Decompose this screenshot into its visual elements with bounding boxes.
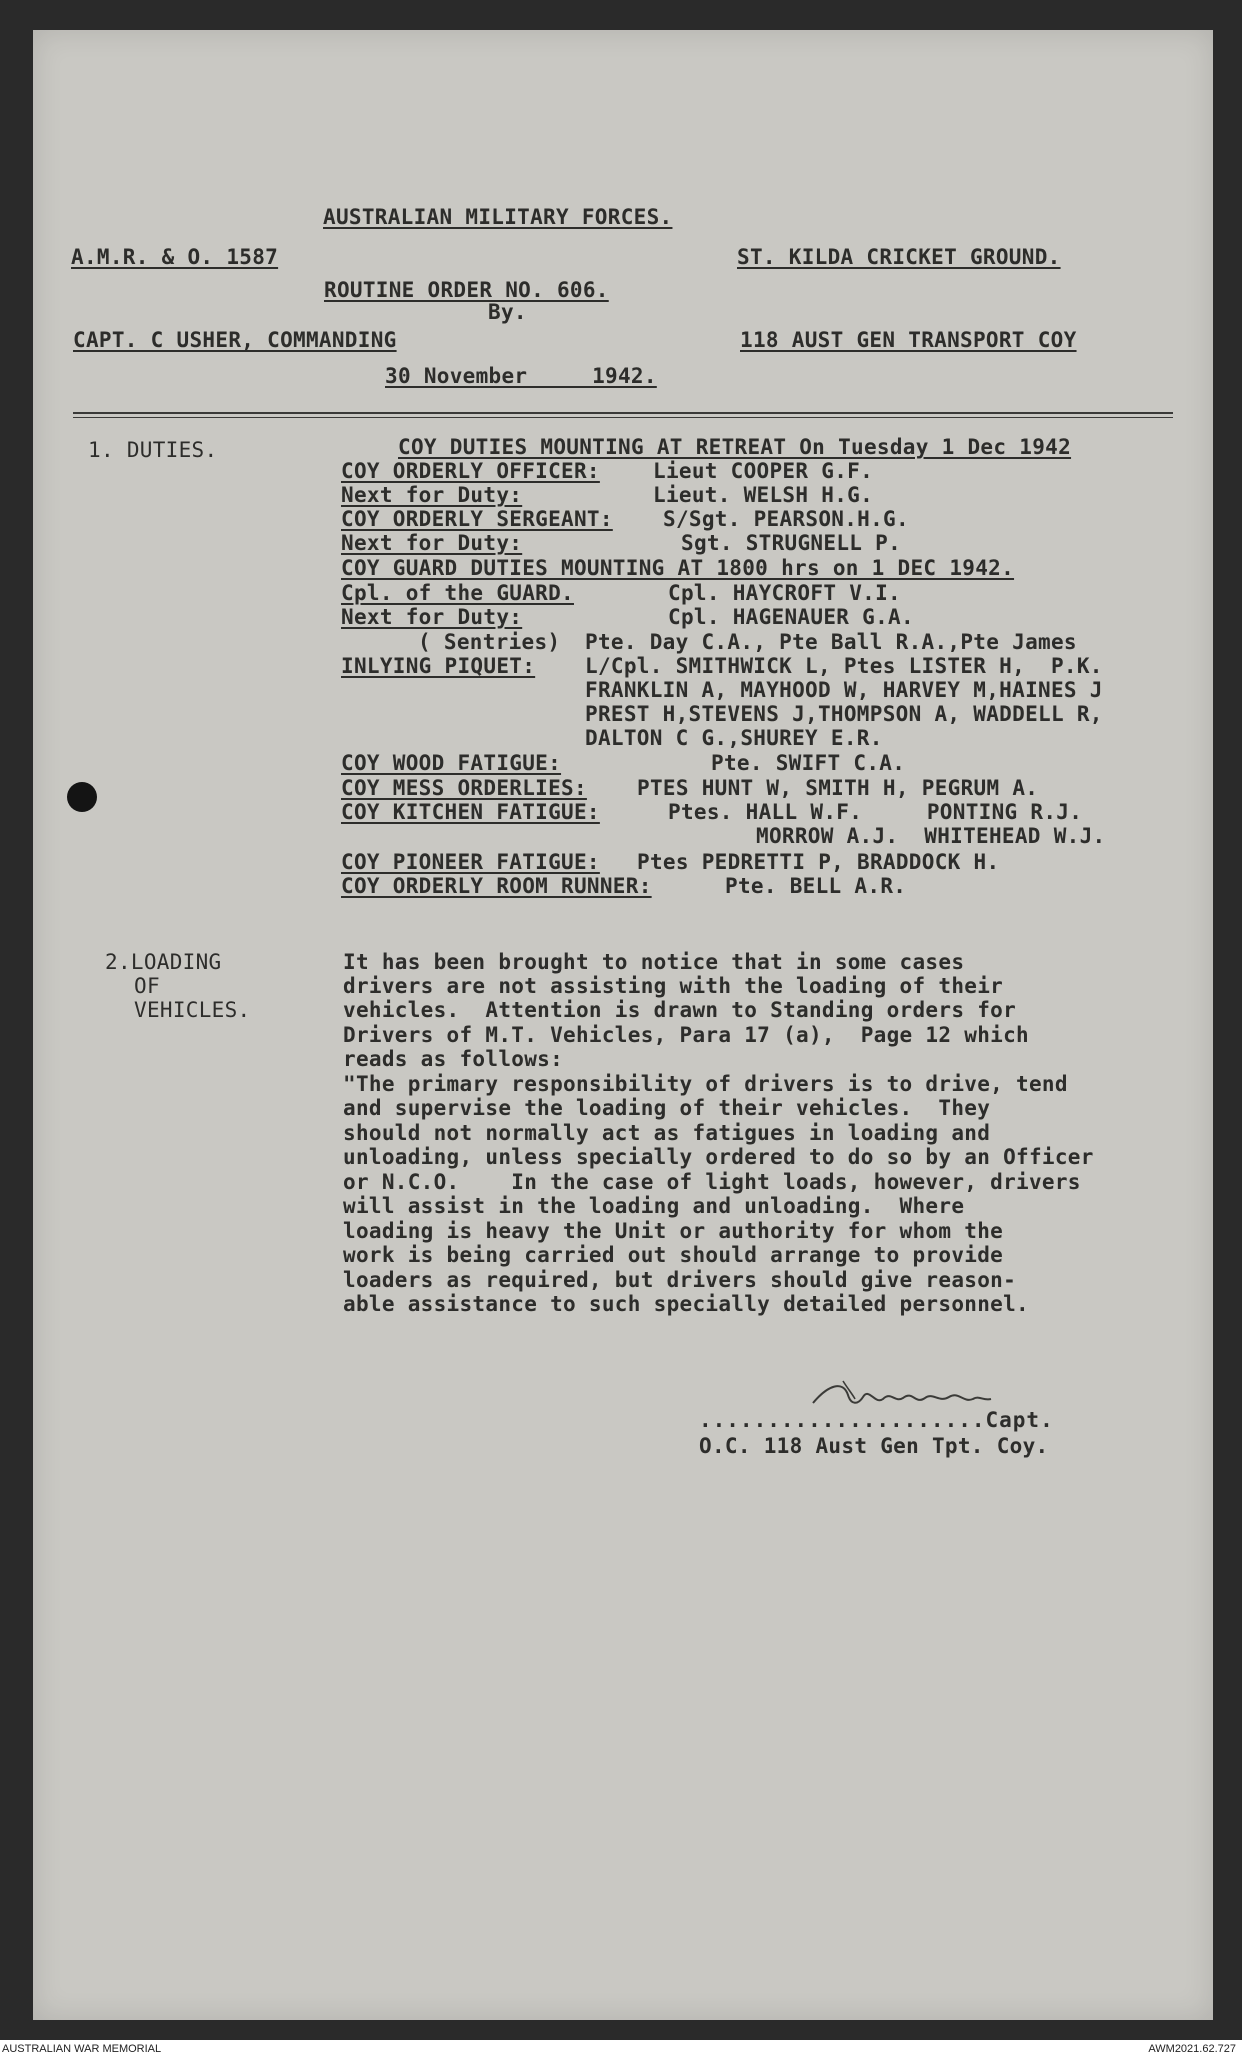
duty-value: Lieut COOPER G.F. [653,459,874,483]
paragraph-line: work is being carried out should arrange to provide [343,1243,1004,1267]
paragraph-line: able assistance to such specially detailed personnel. [343,1292,1029,1316]
paragraph-line: loaders as required, but drivers should give reason- [343,1268,1017,1292]
duty-label: COY ORDERLY SERGEANT: [341,507,613,531]
duty-label: Cpl. of the GUARD. [341,581,574,605]
commander: CAPT. C USHER, COMMANDING [73,328,397,352]
signature-line: .....................Capt. [699,1408,1054,1432]
paragraph-line: and supervise the loading of their vehicles. They [343,1096,991,1120]
paragraph-line: loading is heavy the Unit or authority for whom the [343,1219,1004,1243]
duty-value: PREST H,STEVENS J,THOMPSON A, WADDELL R, [585,702,1103,726]
section2-heading: OF [134,974,160,998]
duty-label: ( Sentries) [418,630,561,654]
duty-value: Ptes PEDRETTI P, BRADDOCK H. [637,850,1000,874]
paragraph-line: vehicles. Attention is drawn to Standing orders for [343,998,1017,1022]
order-date: 30 November 1942. [385,364,657,388]
duty-value: DALTON C G.,SHUREY E.R. [585,726,883,750]
duty-value: S/Sgt. PEARSON.H.G. [663,507,909,531]
duty-label: COY ORDERLY OFFICER: [341,459,600,483]
duty-label: Next for Duty: [341,531,523,555]
footer-left: AUSTRALIAN WAR MEMORIAL [2,2043,162,2055]
duty-value: Cpl. HAYCROFT V.I. [668,581,901,605]
duty-value: MORROW A.J. WHITEHEAD W.J. [756,824,1106,848]
paragraph-line: should not normally act as fatigues in loading and [343,1121,991,1145]
duty-value: L/Cpl. SMITHWICK L, Ptes LISTER H, P.K. [585,654,1103,678]
duty-label: Next for Duty: [341,483,523,507]
paragraph-line: Drivers of M.T. Vehicles, Para 17 (a), Page 12 which [343,1023,1029,1047]
paragraph-line: unloading, unless specially ordered to do so by an Officer [343,1145,1094,1169]
header-rule-thin [73,417,1173,418]
order-number: ROUTINE ORDER NO. 606. [324,278,609,302]
paragraph-line: or N.C.O. In the case of light loads, however, drivers [343,1170,1081,1194]
section2-heading: VEHICLES. [134,998,251,1022]
paragraph-line: will assist in the loading and unloading. Where [343,1194,965,1218]
location: ST. KILDA CRICKET GROUND. [737,245,1061,269]
document-title: AUSTRALIAN MILITARY FORCES. [323,205,673,229]
punch-hole [67,782,97,812]
duty-label: COY ORDERLY ROOM RUNNER: [341,874,652,898]
duty-value: Ptes. HALL W.F. PONTING R.J. [668,800,1083,824]
paragraph-line: drivers are not assisting with the loading of their [343,974,1004,998]
by-label: By. [488,300,527,324]
duty-value: Cpl. HAGENAUER G.A. [668,605,914,629]
duty-label: Next for Duty: [341,605,523,629]
duty-label: COY MESS ORDERLIES: [341,776,587,800]
duty-value: Lieut. WELSH H.G. [653,483,874,507]
duty-value: Pte. Day C.A., Pte Ball R.A.,Pte James [585,630,1077,654]
unit-name: 118 AUST GEN TRANSPORT COY [740,328,1077,352]
document-page [33,30,1213,2020]
duty-value: FRANKLIN A, MAYHOOD W, HARVEY M,HAINES J [585,678,1103,702]
section1-heading: 1. DUTIES. [88,438,218,462]
paragraph-line: reads as follows: [343,1047,564,1071]
paragraph-line: "The primary responsibility of drivers is to drive, tend [343,1072,1068,1096]
signatory-title: O.C. 118 Aust Gen Tpt. Coy. [699,1434,1049,1458]
reference-number: A.M.R. & O. 1587 [71,245,279,269]
duties-mounting-line: COY DUTIES MOUNTING AT RETREAT On Tuesday 1 Dec 1942 [398,435,1072,459]
duty-value: Pte. SWIFT C.A. [711,751,906,775]
duty-value: Pte. BELL A.R. [725,874,907,898]
duty-label: INLYING PIQUET: [341,654,536,678]
duty-label: COY KITCHEN FATIGUE: [341,800,600,824]
header-rule [73,412,1173,414]
guard-duties-line: COY GUARD DUTIES MOUNTING AT 1800 hrs on 1 DEC 1942. [341,556,1015,580]
duty-value: PTES HUNT W, SMITH H, PEGRUM A. [637,776,1039,800]
section2-heading: 2.LOADING [105,950,222,974]
archive-footer [0,2040,1242,2061]
duty-label: COY PIONEER FATIGUE: [341,850,600,874]
footer-right: AWM2021.62.727 [1148,2043,1236,2055]
duty-value: Sgt. STRUGNELL P. [681,531,902,555]
paragraph-line: It has been brought to notice that in some cases [343,950,965,974]
duty-label: COY WOOD FATIGUE: [341,751,562,775]
